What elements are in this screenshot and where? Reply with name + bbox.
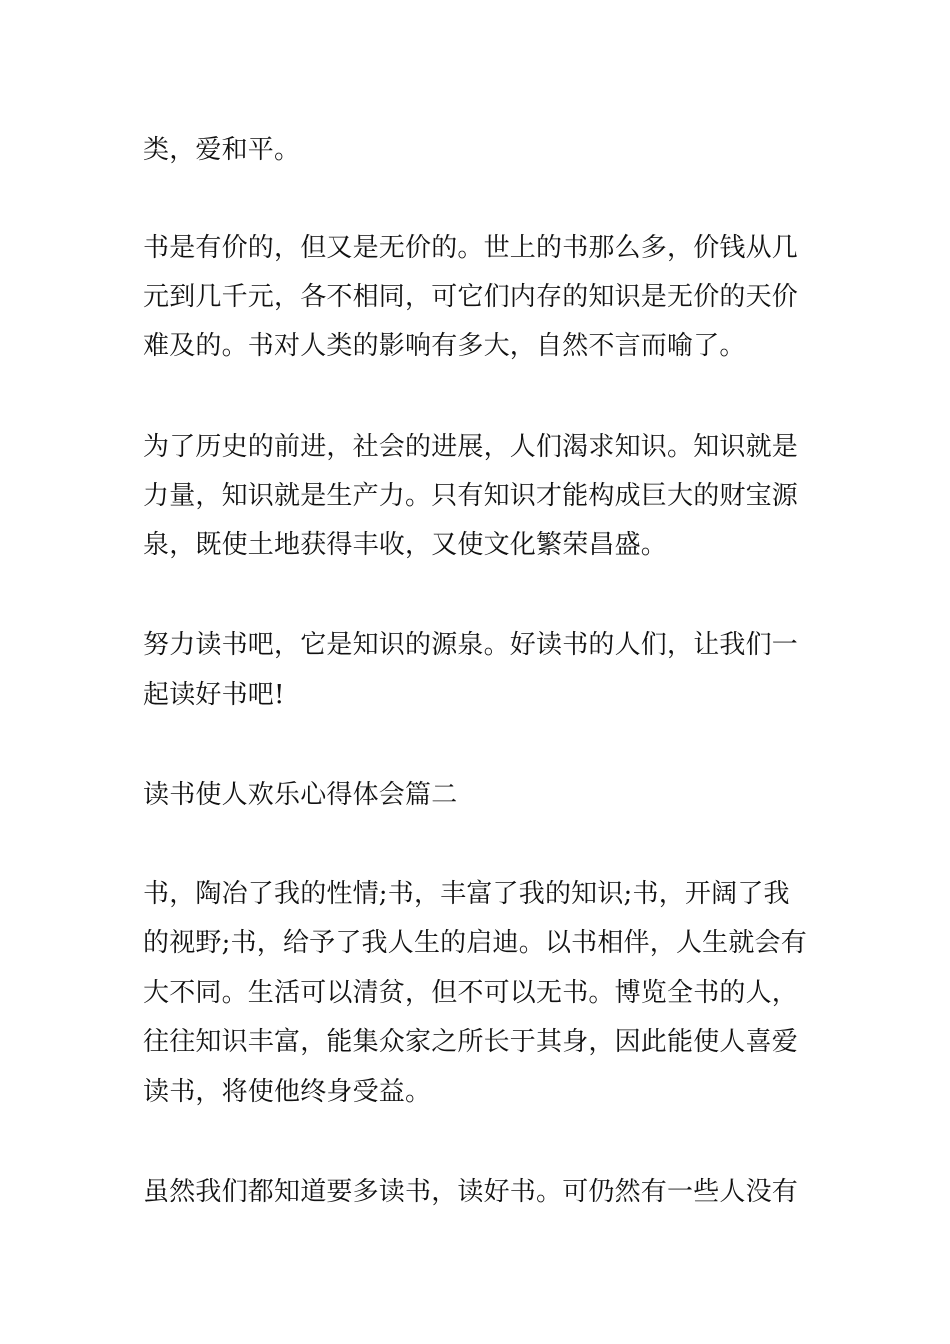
- paragraph-line: 虽然我们都知道要多读书，读好书。可仍然有一些人没有: [143, 1177, 799, 1207]
- paragraph-line: 大不同。生活可以清贫，但不可以无书。博览全书的人，: [143, 978, 799, 1008]
- paragraph-line: 类，爱和平。: [143, 135, 301, 165]
- paragraph-line: 书是有价的，但又是无价的。世上的书那么多，价钱从几: [143, 233, 799, 263]
- paragraph-line: 的视野;书，给予了我人生的启迪。以书相伴，人生就会有: [143, 928, 807, 958]
- paragraph-line: 元到几千元，各不相同，可它们内存的知识是无价的天价: [143, 282, 799, 312]
- paragraph-line: 读书，将使他终身受益。: [143, 1077, 432, 1107]
- paragraph-line: 力量，知识就是生产力。只有知识才能构成巨大的财宝源: [143, 481, 799, 511]
- paragraph-line: 起读好书吧!: [143, 680, 285, 710]
- paragraph-line: 书，陶冶了我的性情;书，丰富了我的知识;书，开阔了我: [143, 879, 790, 909]
- paragraph-line: 泉，既使土地获得丰收，又使文化繁荣昌盛。: [143, 530, 668, 560]
- section-heading: 读书使人欢乐心得体会篇二: [143, 780, 458, 810]
- paragraph-line: 努力读书吧，它是知识的源泉。好读书的人们，让我们一: [143, 630, 799, 660]
- paragraph-line: 为了历史的前进，社会的进展，人们渴求知识。知识就是: [143, 432, 799, 462]
- paragraph-line: 往往知识丰富，能集众家之所长于其身，因此能使人喜爱: [143, 1027, 799, 1057]
- paragraph-line: 难及的。书对人类的影响有多大，自然不言而喻了。: [143, 331, 746, 361]
